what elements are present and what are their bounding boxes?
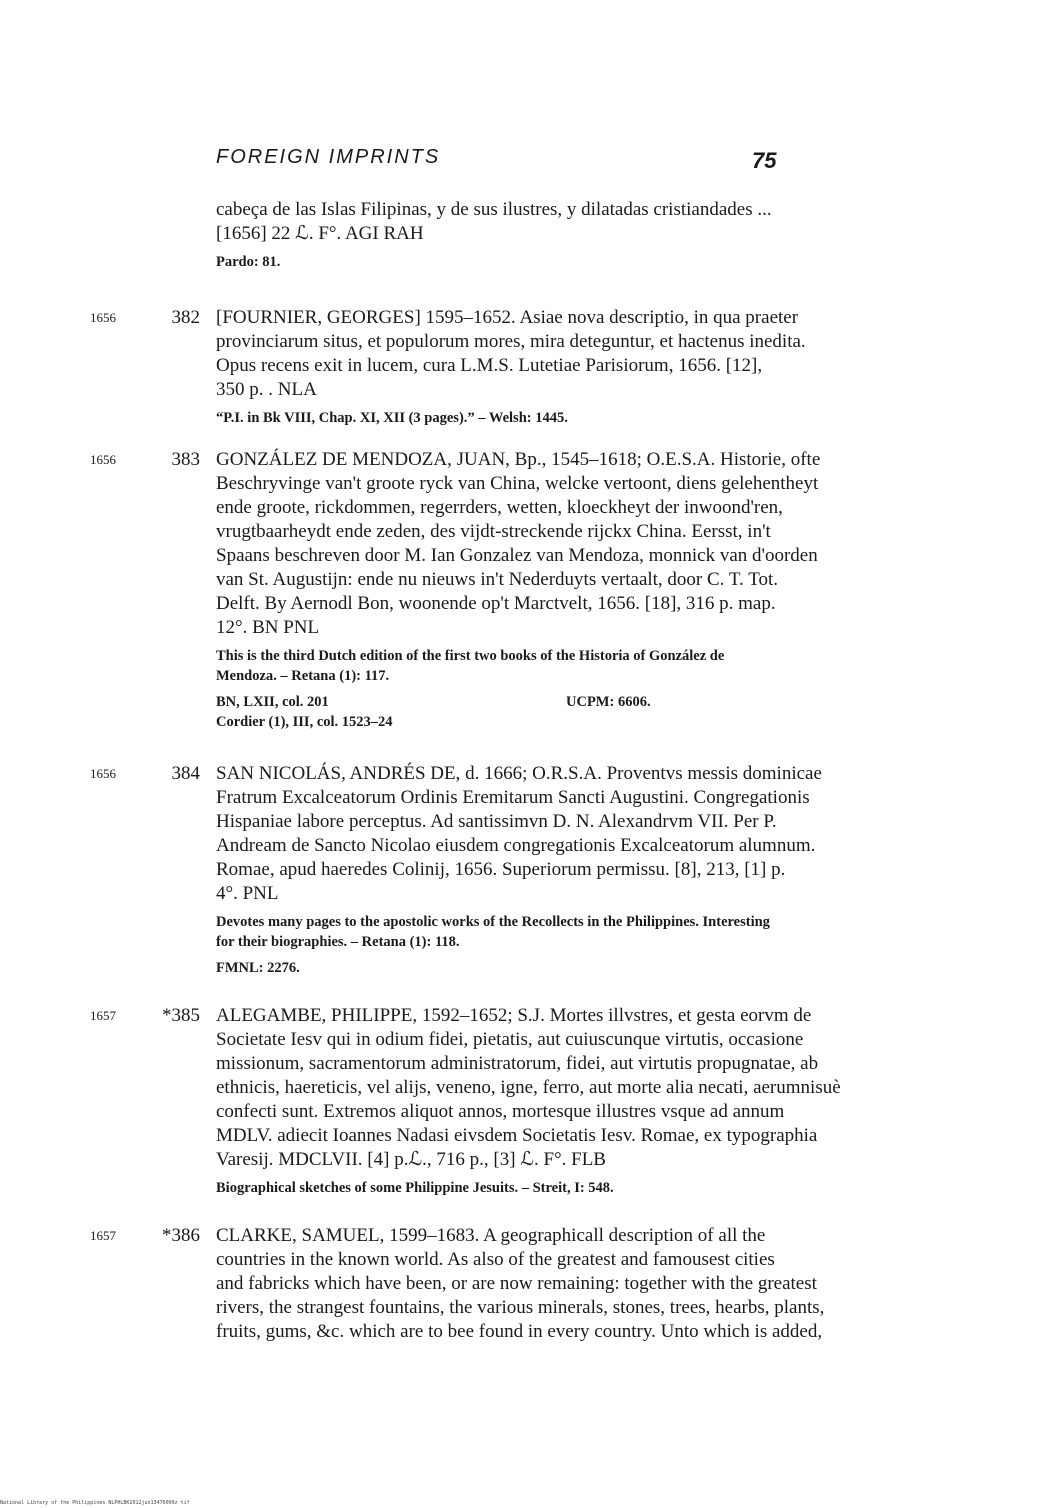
entry-line: provinciarum situs, et populorum mores, mira deteguntur, et hactenus inedita. — [216, 331, 806, 352]
entry-line: fruits, gums, &c. which are to bee found in every country. Unto which is added, — [216, 1321, 823, 1342]
entry-line: and fabricks which have been, or are now remaining: together with the greatest — [216, 1273, 817, 1294]
entry-year: 1656 — [90, 310, 116, 325]
continued-note: Pardo: 81. — [216, 254, 281, 270]
entry-line: vrugtbaarheydt ende zeden, des vijdt-streckende rijckx China. Eersst, in't — [216, 521, 771, 542]
entry-line: CLARKE, SAMUEL, 1599–1683. A geographicall description of all the — [216, 1225, 766, 1246]
entry-number: 382 — [171, 307, 200, 328]
entry-line: GONZÁLEZ DE MENDOZA, JUAN, Bp., 1545–1618; O.E.S.A. Historie, ofte — [216, 449, 821, 470]
entry-number: *385 — [162, 1005, 200, 1026]
entry-line: Delft. By Aernodl Bon, woonende op't Marctvelt, 1656. [18], 316 p. map. — [216, 593, 776, 614]
running-header-title: FOREIGN IMPRINTS — [216, 146, 441, 168]
entry-reference: FMNL: 2276. — [216, 960, 300, 976]
entry-line: Beschryvinge van't groote ryck van China, welcke vertoont, diens gelehentheyt — [216, 473, 819, 494]
entry-line: 4°. PNL — [216, 883, 279, 904]
continued-line: [1656] 22 ℒ. F°. AGI RAH — [216, 223, 424, 244]
entry-line: Fratrum Excalceatorum Ordinis Eremitarum Sancti Augustini. Congregationis — [216, 787, 810, 808]
entry-year: 1657 — [90, 1008, 116, 1023]
reference: UCPM: 6606. — [566, 694, 651, 710]
entry-line: Spaans beschreven door M. Ian Gonzalez van Mendoza, monnick van d'oorden — [216, 545, 818, 566]
entry-line: ethnicis, haereticis, vel alijs, veneno, igne, ferro, aut morte alia necati, aerumnisuè — [216, 1077, 841, 1098]
entry-line: SAN NICOLÁS, ANDRÉS DE, d. 1666; O.R.S.A. Proventvs messis dominicae — [216, 763, 822, 784]
entry-line: Varesij. MDCLVII. [4] p.ℒ., 716 p., [3] ℒ. F°. FLB — [216, 1149, 606, 1170]
continued-line: cabeça de las Islas Filipinas, y de sus ilustres, y dilatadas cristiandades ... — [216, 199, 772, 220]
entry-line: confecti sunt. Extremos aliquot annos, mortesque illustres vsque ad annum — [216, 1101, 785, 1122]
entry-line: Romae, apud haeredes Colinij, 1656. Superiorum permissu. [8], 213, [1] p. — [216, 859, 786, 880]
entry-note: Devotes many pages to the apostolic works of the Recollects in the Philippines. Interesting — [216, 914, 770, 930]
entry-line: 12°. BN PNL — [216, 617, 320, 638]
entry-number: 383 — [171, 449, 200, 470]
entry-year: 1657 — [90, 1228, 116, 1243]
entry-line: Hispaniae labore perceptus. Ad santissimvn D. N. Alexandrvm VII. Per P. — [216, 811, 777, 832]
references-right — [566, 692, 906, 732]
reference: Cordier (1), III, col. 1523–24 — [216, 714, 393, 730]
entry-body — [216, 448, 916, 732]
entry-note: “P.I. in Bk VIII, Chap. XI, XII (3 pages).” – Welsh: 1445. — [216, 410, 568, 426]
entry-line: countries in the known world. As also of the greatest and famousest cities — [216, 1249, 775, 1270]
entry-line: van St. Augustijn: ende nu nieuws in't Nederduyts vertaalt, door C. T. Tot. — [216, 569, 779, 590]
entry-line: Societate Iesv qui in odium fidei, pietatis, aut cuiuscunque virtutis, occasione — [216, 1029, 804, 1050]
entry-number: 384 — [171, 763, 200, 784]
entry-note: for their biographies. – Retana (1): 118. — [216, 934, 460, 950]
page-number: 75 — [752, 148, 777, 173]
entry-line: Opus recens exit in lucem, cura L.M.S. Lutetiae Parisiorum, 1656. [12], — [216, 355, 763, 376]
entry-body — [216, 1224, 916, 1344]
scan-footer: National Library of the Philippines NLPHLBK2012jun13476009z tif — [0, 1500, 190, 1506]
entry-year: 1656 — [90, 452, 116, 467]
entry-line: rivers, the strangest fountains, the various minerals, stones, trees, hearbs, plants, — [216, 1297, 825, 1318]
entry-line: missionum, sacramentorum administratorum, fidei, aut virtutis propugnatae, ab — [216, 1053, 819, 1074]
entry-body — [216, 306, 916, 428]
entry-line: MDLV. adiecit Ioannes Nadasi eivsdem Societatis Iesv. Romae, ex typographia — [216, 1125, 818, 1146]
entry-line: ALEGAMBE, PHILIPPE, 1592–1652; S.J. Mortes illvstres, et gesta eorvm de — [216, 1005, 812, 1026]
entry-year: 1656 — [90, 766, 116, 781]
reference: BN, LXII, col. 201 — [216, 694, 329, 710]
entry-line: [FOURNIER, GEORGES] 1595–1652. Asiae nova descriptio, in qua praeter — [216, 307, 799, 328]
entry-line: 350 p. . NLA — [216, 379, 317, 400]
entry-line: ende groote, rickdommen, regerrders, wetten, kloeckheyt der inwoond'ren, — [216, 497, 783, 518]
references-left — [216, 692, 566, 732]
entry-line: Andream de Sancto Nicolao eiusdem congregationis Excalceatorum alumnum. — [216, 835, 816, 856]
entry-note: Mendoza. – Retana (1): 117. — [216, 668, 390, 684]
entry-note: This is the third Dutch edition of the first two books of the Historia of González de — [216, 648, 725, 664]
entry-body — [216, 1004, 916, 1198]
entry-body — [216, 762, 916, 978]
entry-number: *386 — [162, 1225, 200, 1246]
reference-columns — [216, 692, 916, 732]
continued-entry — [216, 198, 906, 272]
entry-note: Biographical sketches of some Philippine Jesuits. – Streit, I: 548. — [216, 1180, 614, 1196]
